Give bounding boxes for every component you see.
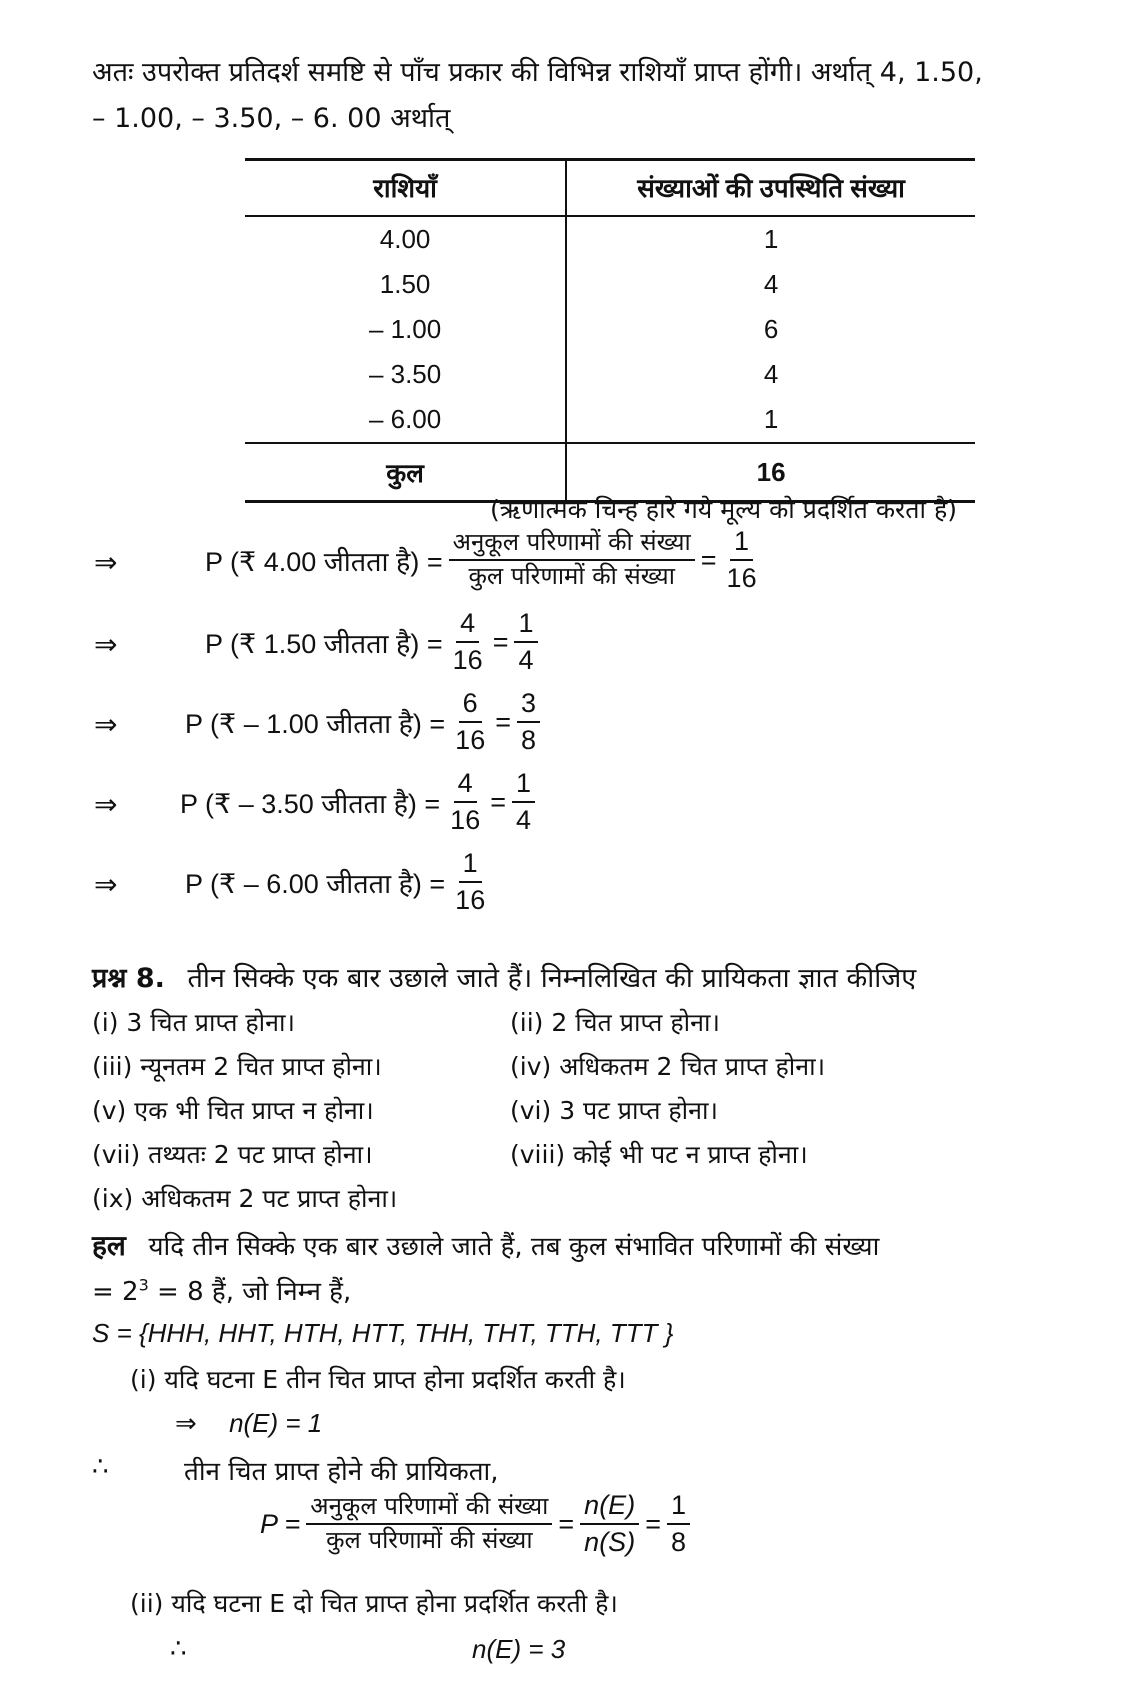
fraction-denominator: कुल परिणामों की संख्या: [468, 562, 675, 591]
solution-line-2: [92, 1272, 351, 1308]
table-cell: 4: [763, 359, 779, 389]
table-cell: 1: [763, 224, 779, 254]
table-row: [245, 262, 975, 307]
total-outcomes-text: = 8 हैं, जो निम्न हैं,: [148, 1277, 352, 1307]
part-i-count: [175, 1408, 322, 1439]
table-header-count: संख्याओं की उपस्थिति संख्या: [566, 160, 975, 217]
prob-lhs: P (₹ 1.50 जीतता है) =: [205, 628, 443, 659]
fraction: [512, 768, 535, 836]
prob-line-2: [205, 608, 544, 676]
table-cell: 6: [763, 314, 779, 344]
table-total-value: 16: [566, 443, 975, 502]
part-ii-text: (ii) यदि घटना E दो चित प्राप्त होना प्रदर्शित करती है।: [130, 1589, 618, 1618]
equals-sign: =: [492, 626, 509, 657]
table-row: [245, 397, 975, 443]
equals-sign: =: [495, 706, 511, 737]
prob-lhs: P (₹ – 6.00 जीतता है) =: [185, 868, 446, 899]
question-label: प्रश्न 8.: [92, 963, 165, 994]
question-parts-row: [92, 1181, 397, 1215]
fraction: [723, 526, 761, 594]
question-part: (viii) कोई भी पट न प्राप्त होना।: [510, 1140, 808, 1169]
prob-line-1: [205, 526, 767, 594]
fraction-denominator: 16: [452, 645, 483, 676]
fraction-denominator: 16: [450, 805, 481, 836]
question-part: (vii) तथ्यतः 2 पट प्राप्त होना।: [92, 1140, 373, 1169]
negative-sign-note: (ऋणात्मक चिन्ह हारे गये मूल्य को प्रदर्शित करता है): [490, 495, 957, 524]
equals-sign: =: [700, 544, 717, 575]
question-text: तीन सिक्के एक बार उछाले जाते हैं। निम्नलिखित की प्रायिकता ज्ञात कीजिए: [187, 963, 917, 994]
fraction-numerator: 1: [512, 768, 535, 803]
fraction-denominator: 16: [455, 725, 486, 756]
question-parts-row: [92, 1093, 718, 1127]
table-row: [245, 307, 975, 352]
equals-sign: =: [558, 1508, 575, 1539]
fraction: [306, 1493, 552, 1554]
question-part: (i) 3 चित प्राप्त होना।: [92, 1008, 295, 1037]
table-cell: 4: [763, 269, 779, 299]
implies-arrow: ⇒: [94, 868, 118, 901]
intro-line-1: अतः उपरोक्त प्रतिदर्श समष्टि से पाँच प्रकार की विभिन्न राशियाँ प्राप्त होंगी। अर्थात् 4, 1.50,: [92, 57, 983, 88]
fraction: [514, 608, 537, 676]
therefore-symbol: ∴: [92, 1452, 109, 1482]
fraction: [517, 688, 540, 756]
question-parts-row: [92, 1005, 720, 1039]
question-8: [92, 958, 916, 995]
fraction-denominator: 4: [518, 645, 534, 676]
table-cell: – 3.50: [245, 352, 566, 397]
solution-line-1: [92, 1226, 879, 1264]
prob-lhs: P (₹ – 3.50 जीतता है) =: [180, 788, 441, 819]
table-row: [245, 352, 975, 397]
fraction-denominator: 16: [726, 563, 757, 594]
intro-line-2: – 1.00, – 3.50, – 6. 00 अर्थात्: [92, 103, 451, 134]
prob-line-4: [180, 768, 541, 836]
fraction-denominator: 4: [516, 805, 532, 836]
implies-arrow: ⇒: [94, 628, 118, 661]
fraction-numerator: 6: [459, 688, 482, 723]
prob-line-5: [185, 848, 495, 916]
fraction-numerator: 3: [517, 688, 540, 723]
therefore-symbol: ∴: [170, 1634, 187, 1664]
fraction: [451, 688, 489, 756]
equals-sign: =: [490, 786, 506, 817]
sample-space: S = {HHH, HHT, HTH, HTT, THH, THT, TTH, TTT }: [92, 1318, 674, 1348]
fraction-numerator: 1: [730, 526, 753, 561]
fraction-denominator: 8: [521, 725, 537, 756]
fraction-denominator: n(S): [584, 1527, 636, 1558]
table-row: [245, 216, 975, 262]
event-count: n(E) = 1: [229, 1408, 323, 1438]
table-header-amounts: राशियाँ: [245, 160, 566, 217]
fraction: [446, 768, 484, 836]
question-parts-row: [92, 1049, 826, 1083]
fraction: [449, 529, 695, 590]
prob-lhs: P (₹ 4.00 जीतता है) =: [205, 546, 443, 577]
table-cell: – 6.00: [245, 397, 566, 443]
question-part: (ii) 2 चित प्राप्त होना।: [510, 1008, 720, 1037]
implies-arrow: ⇒: [94, 708, 118, 741]
fraction-denominator: 16: [455, 885, 486, 916]
question-part: (ix) अधिकतम 2 पट प्राप्त होना।: [92, 1184, 398, 1213]
fraction-numerator: 4: [456, 608, 479, 643]
fraction-numerator: 4: [454, 768, 477, 803]
implies-arrow: ⇒: [94, 546, 118, 579]
fraction-numerator: 1: [667, 1490, 690, 1525]
fraction: [451, 848, 489, 916]
table-cell: 4.00: [245, 216, 566, 262]
question-part: (iii) न्यूनतम 2 चित प्राप्त होना।: [92, 1052, 382, 1081]
equals-sign: =: [645, 1508, 661, 1539]
amounts-table: [245, 158, 975, 503]
three-heads-prob-text: तीन चित प्राप्त होने की प्रायिकता,: [184, 1457, 499, 1487]
fraction-denominator: कुल परिणामों की संख्या: [326, 1526, 533, 1555]
prob-line-3: [185, 688, 546, 756]
fraction: [580, 1490, 639, 1558]
table-cell: 1.50: [245, 262, 566, 307]
therefore-line: [92, 1452, 499, 1487]
solution-text: यदि तीन सिक्के एक बार उछाले जाते हैं, तब कुल संभावित परिणामों की संख्या: [148, 1232, 880, 1262]
event-count: n(E) = 3: [472, 1634, 566, 1664]
table-cell: – 1.00: [245, 307, 566, 352]
part-i-text: (i) यदि घटना E तीन चित प्राप्त होना प्रदर्शित करती है।: [130, 1365, 626, 1394]
fraction-numerator: अनुकूल परिणामों की संख्या: [306, 1493, 552, 1525]
fraction: [667, 1490, 690, 1558]
fraction-numerator: n(E): [580, 1490, 639, 1525]
solution-label: हल: [92, 1229, 126, 1262]
implies-arrow: ⇒: [94, 788, 118, 821]
fraction-numerator: अनुकूल परिणामों की संख्या: [449, 529, 695, 561]
implies-arrow: ⇒: [175, 1409, 197, 1439]
question-part: (v) एक भी चित प्राप्त न होना।: [92, 1096, 374, 1125]
fraction-denominator: 8: [670, 1527, 686, 1558]
prob-lhs: P =: [260, 1508, 301, 1539]
question-part: (vi) 3 पट प्राप्त होना।: [510, 1096, 718, 1125]
fraction-numerator: 1: [514, 608, 537, 643]
fraction: [449, 608, 487, 676]
total-outcomes-eq: = 2: [92, 1277, 139, 1307]
table-total-label: कुल: [245, 443, 566, 502]
question-part: (iv) अधिकतम 2 चित प्राप्त होना।: [510, 1052, 826, 1081]
exponent: 3: [138, 1275, 149, 1295]
question-parts-row: [92, 1137, 808, 1171]
table-cell: 1: [763, 404, 779, 434]
prob-lhs: P (₹ – 1.00 जीतता है) =: [185, 708, 446, 739]
probability-formula: [260, 1490, 696, 1558]
fraction-numerator: 1: [459, 848, 482, 883]
